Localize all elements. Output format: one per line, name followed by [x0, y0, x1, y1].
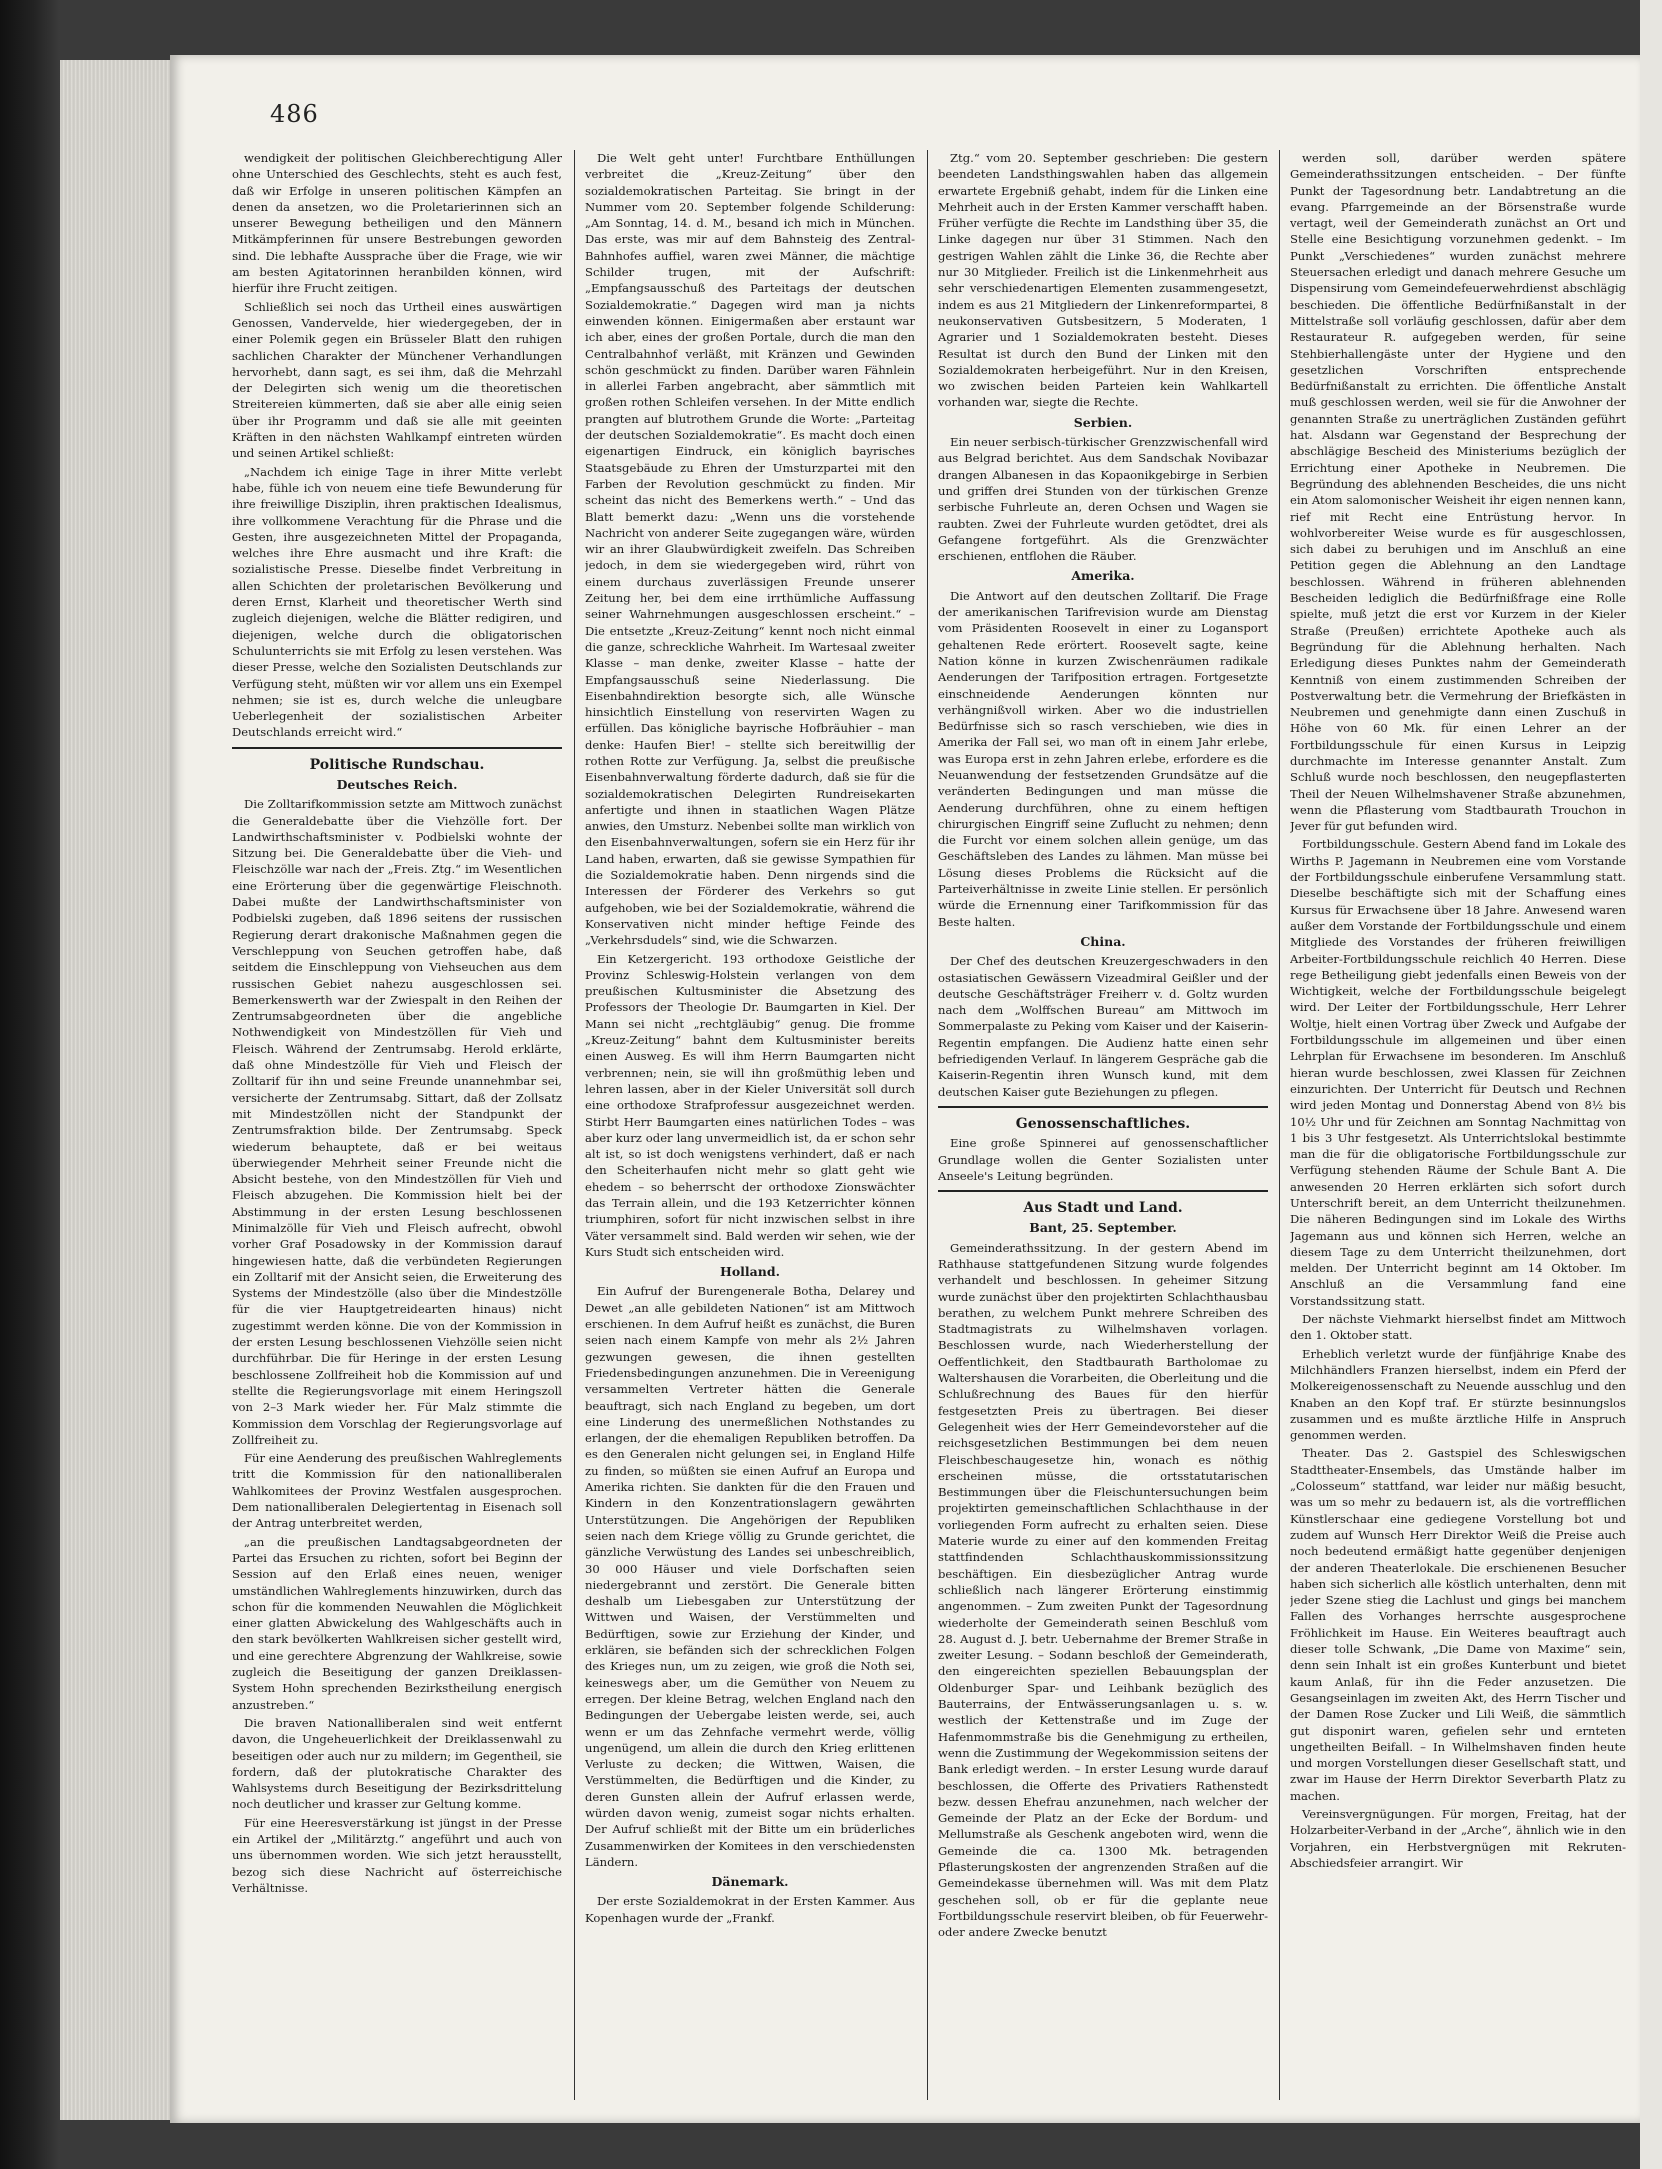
- divider: [938, 1190, 1268, 1192]
- quotation: „Nachdem ich einige Tage in ihrer Mitte verlebt habe, fühle ich von neuem eine tiefe Bewunderung für ihre freiwillige Disziplin, ihren praktischen Idealismus, ihre vollkommene Verachtung für die Phrase und die Gesten, ihre ausgezeichneten Mittel der Propaganda, welches ihre Ehre ausmacht und ihre Kraft: die sozialistische Presse. Dieselbe findet Verbreitung in allen Schichten der proletarischen Bevölkerung und deren Ernst, Klarheit und theoretischer Werth sind zugleich diejenigen, welche die Blätter redigiren, und diejenigen, welche durch die obligatorischen Schulunterrichts sie mit Erfolg zu lesen verstehen. Was dieser Presse, welche den Sozialisten Deutschlands zur Verfügung steht, müßten wir vor allem uns ein Exempel nehmen; sie ist es, durch welche die unleugbare Ueberlegenheit der sozialistischen Arbeiter Deutschlands erreicht wird.“: [232, 464, 562, 740]
- book-spine: [0, 0, 60, 2169]
- paragraph: Der nächste Viehmarkt hierselbst findet am Mittwoch den 1. Oktober statt.: [1290, 1312, 1626, 1343]
- paragraph: Ztg.“ vom 20. September geschrieben: Die gestern beendeten Landsthingswahlen haben das allgemein erwartete Ergebniß gehabt, indem für die Linken eine Mehrheit auch in der Ersten Kammer verschafft haben. Früher verfügte die Rechte im Landsthing über 35, die Linke dagegen nur über 31 Stimmen. Nach den gestrigen Wahlen zählt die Linke 36, die Rechte aber nur 30 Mitglieder. Freilich ist die Linkenmehrheit aus sehr verschiedenartigen Elementen zusammengesetzt, indem es aus 21 Mitgliedern der Linkenreformpartei, 8 neukonservativen Gutsbesitzern, 5 Moderaten, 1 Agrarier und 1 Sozialdemokraten besteht. Dieses Resultat ist durch den Bund der Linken mit den Sozialdemokraten herbeigeführt. Nur in den Kreisen, wo zwischen beiden Parteien kein Wahlkartell vorhanden war, siegte die Rechte.: [938, 151, 1268, 410]
- column-3: [938, 150, 1268, 2090]
- quotation: „an die preußischen Landtagsabgeordneten der Partei das Ersuchen zu richten, sofort bei Beginn der Session auf den Erlaß eines neuen, weniger umständlichen Wahlreglements hinzuwirken, durch das schon für die kommenden Neuwahlen die Möglichkeit einer glatten Abwickelung des Wahlgeschäfts auch in den stark bevölkerten Wahlkreisen sicher gestellt wird, und eine gerechtere Abgrenzung der Wahlkreise, sowie zugleich die Beseitigung der ganzen Dreiklassen-System Hohn sprechenden Bezirkstheilung energisch anzustreben.“: [232, 1534, 562, 1712]
- paragraph: Der Chef des deutschen Kreuzergeschwaders in den ostasiatischen Gewässern Vizeadmiral Geißler und der deutsche Geschäftsträger Freiherr v. d. Goltz wurden nach dem „Wolffschen Bureau“ am Mittwoch im Sommerpalaste zu Peking vom Kaiser und der Kaiserin-Regentin empfangen. Die Audienz hatte einen sehr befriedigenden Verlauf. In längerem Gespräche gab die Kaiserin-Regentin ihren Wunsch kund, mit dem deutschen Kaiser gute Beziehungen zu pflegen.: [938, 954, 1268, 1099]
- paragraph: Die Antwort auf den deutschen Zolltarif. Die Frage der amerikanischen Tarifrevision wurde am Dienstag vom Präsidenten Roosevelt in einer zu Logansport gehaltenen Rede erörtert. Roosevelt sagte, keine Nation könne in kurzen Zwischenräumen radikale Aenderungen der Tarifposition ertragen. Fortgesetzte einschneidende Aenderungen könnten nur verhängnißvoll wirken. Aber wo die industriellen Bedürfnisse sich so rasch verschieben, wie dies in Amerika der Fall sei, wo man oft in einem Jahr erlebe, was Europa erst in zehn Jahren erlebe, erfordere es die Neuanwendung der festsetzenden Grundsätze auf die veränderten Bedingungen und man müsse die Aenderung durchführen, ohne zu einem heftigen chirurgischen Eingriff seine Zuflucht zu nehmen; denn die Furcht vor einem solchen allein genüge, um das Geschäftsleben des Landes zu lähmen. Man müsse bei Lösung dieses Problems die Rücksicht auf die Parteiverhältnisse in zweite Linie stellen. Er persönlich würde die Ernennung einer Tarifkommission für das Beste halten.: [938, 588, 1268, 929]
- paragraph: Erheblich verletzt wurde der fünfjährige Knabe des Milchhändlers Franzen hierselbst, indem ein Pferd der Molkereigenossenschaft zu Neuende ausschlug und den Knaben an den Kopf traf. Er stürzte besinnungslos zusammen und es mußte ärztliche Hilfe in Anspruch genommen werden.: [1290, 1346, 1626, 1443]
- paragraph: Theater. Das 2. Gastspiel des Schleswigschen Stadttheater-Ensembels, das Umstände halber im „Colosseum“ stattfand, war leider nur mäßig besucht, was um so mehr zu bedauern ist, als die vortrefflichen Künstlerschaar eine gediegene Vorstellung bot und zudem auf Wunsch Herr Direktor Weiß die Preise auch noch bedeutend ermäßigt hatte gegenüber denjenigen der anderen Theaterlokale. Die erschienenen Besucher haben sich sicherlich alle köstlich unterhalten, denn mit jeder Szene stieg die Lachlust und gings bei manchem Fallen des Vorhanges herrschte ausgesprochene Fröhlichkeit im Hause. Ein Weiteres beauftragt auch dieser tolle Schwank, „Die Dame von Maxime“ sein, denn sein Inhalt ist ein großes Kunterbunt und bietet kaum Anlaß, für ihn die Feder anzusetzen. Die Gesangseinlagen im zweiten Akt, des Herrn Tischer und der Damen Rose Zucker und Lili Weiß, die sämmtlich gut disponirt waren, gefielen sehr und ernteten ungetheilten Beifall. – In Wilhelmshaven finden heute und morgen Vorstellungen dieser Gesellschaft statt, und zwar im Hause der Herrn Direktor Severbarth Platz zu machen.: [1290, 1446, 1626, 1803]
- column-2: [585, 150, 915, 2090]
- page-margin-strip: [1640, 0, 1662, 2169]
- paragraph: Ein Ketzergericht. 193 orthodoxe Geistliche der Provinz Schleswig-Holstein verlangen von dem preußischen Kultusminister die Absetzung des Professors der Theologie Dr. Baumgarten in Kiel. Der Mann sei nicht „rechtgläubig“ genug. Die fromme „Kreuz-Zeitung“ bahnt dem Kultusminister bereits einen Ausweg. Es will ihm Herrn Baumgarten nicht verbrennen; nein, sie will ihn großmüthig leben und lehren lassen, aber in der Kieler Universität soll durch eine orthodoxe Strafprofessur ausgezeichnet werden. Stirbt Herr Baumgarten eines natürlichen Todes – was aber kurz oder lang unvermeidlich ist, da er schon sehr alt ist, so ist doch wenigstens verhindert, daß er nach den Scheiterhaufen nicht mehr so glatt geht wie ehedem – so beherrscht der orthodoxe Zionswächter das Terrain allein, und die 193 Ketzerrichter können triumphiren, sofort für nicht inzwischen selbst in ihre Väter versammelt sind. Bald werden wir sehen, wie der Kurs Studt sich entscheiden wird.: [585, 951, 915, 1259]
- paragraph: Eine große Spinnerei auf genossenschaftlicher Grundlage wollen die Genter Sozialisten unter Anseele's Leitung begründen.: [938, 1136, 1268, 1183]
- paragraph: werden soll, darüber werden spätere Gemeinderathssitzungen entscheiden. – Der fünfte Punkt der Tagesordnung betr. Landabtretung an die evang. Pfarrgemeinde an der Börsenstraße wurde vertagt, weil der Gemeinderath zunächst an Ort und Stelle eine Besichtigung vorzunehmen gedenkt. – Im Punkt „Verschiedenes“ wurden zunächst mehrere Steuersachen erledigt und danach mehrere Gesuche um Dispensirung vom Gemeindefeuerwehrdienst abschlägig beschieden. Die öffentliche Bedürfnißanstalt in der Mittelstraße soll vorläufig geschlossen, dafür aber dem Restaurateur R. aufgegeben werden, für seine Stehbierhallengäste unter der Hygiene und den gesetzlichen Vorschriften entsprechende Bedürfnißanstalt zu errichten. Die öffentliche Anstalt muß geschlossen werden, weil sie für die Anwohner der genannten Straße zu unerträglichen Zuständen geführt hat. Alsdann war Gegenstand der Besprechung der abschlägige Bescheid des Ministeriums bezüglich der Errichtung einer Apotheke in Neubremen. Die Begründung des ablehnenden Bescheides, die uns nicht ein Atom salomonischer Weisheit ihr eigen nennen kann, rief mit Recht eine Entrüstung hervor. In wohlvorbereiter Weise wurde es für ausgeschlossen, sich dabei zu beruhigen und im Anschluß an eine Petition gegen die Ablehnung an den Landtage beschlossen. Während in früheren ablehnenden Bescheiden lediglich die Bedürfnißfrage eine Rolle spielte, muß jetzt die erst vor Kurzem in der Kieler Straße (Preußen) errichtete Apotheke auch als Begründung für die Ablehnung herhalten. Nach Erledigung dieses Punktes nahm der Gemeinderath Kenntniß von einem zustimmenden Schreiben der Postverwaltung betr. die Vermehrung der Briefkästen in Neubremen und genehmigte dann einen Zuschuß in Höhe von 60 Mk. für einen Lehrer an der Fortbildungsschule für einen Kursus in Leipzig durchmachte im Interesse genannter Anstalt. Zum Schluß wurde noch beschlossen, den neugepflasterten Theil der Neuen Wilhelmshavener Straße abzunehmen, wenn die Pflasterung vom Stadtbaurath Trouchon in Jever für gut befunden wird.: [1290, 151, 1626, 834]
- column-4: [1290, 150, 1626, 2090]
- column-1: [232, 150, 562, 2090]
- page-edges: [60, 60, 170, 2120]
- paragraph: Die Welt geht unter! Furchtbare Enthüllungen verbreitet die „Kreuz-Zeitung“ über den sozialdemokratischen Parteitag. Sie bringt in der Nummer vom 20. September folgende Schilderung: „Am Sonntag, 14. d. M., besand ich mich in München. Das erste, was mir auf dem Bahnsteig des Zentral-Bahnhofes auffiel, waren zwei Männer, die mächtige Schilder trugen, mit der Aufschrift: „Empfangsausschuß des Parteitags der deutschen Sozialdemokratie.“ Dagegen wird man ja nichts einwenden können. Einigermaßen aber erstaunt war ich aber, eines der großen Portale, durch die man den Centralbahnhof verläßt, mit Kränzen und Gewinden schön geschmückt zu finden. Darüber waren Fähnlein in allerlei Farben angebracht, aber sämmtlich mit großen rothen Schleifen versehen. In der Mitte endlich prangten auf blutrothem Grunde die Worte: „Parteitag der deutschen Sozialdemokratie“. Es macht doch einen eigenartigen Eindruck, ein königlich bayrisches Staatsgebäude zu Ehren der Umsturzpartei mit den Farben der Revolution geschmückt zu finden. Mir scheint das nicht des Bemerkens werth.“ – Und das Blatt bemerkt dazu: „Wenn uns die vorstehende Nachricht von anderer Seite zugegangen wäre, würden wir an ihrer Glaubwürdigkeit zweifeln. Das Schreiben jedoch, in dem sie wiedergegeben wird, rührt von einem durchaus zuverlässigen Freunde unserer Zeitung her, bei dem eine irrthümliche Auffassung seiner Wahrnehmungen ausgeschlossen erscheint.“ – Die entsetzte „Kreuz-Zeitung“ kennt noch nicht einmal die ganze, schreckliche Wahrheit. Im Wartesaal zweiter Klasse – man denke, zweiter Klasse – hatte der Empfangsausschuß seine Niederlassung. Die Eisenbahndirektion besorgte sich, alle Wünsche hinsichtlich Einstellung von reservirten Wagen zu erfüllen. Das königliche bayrische Hofbräuhier – man denke: Haufen Bier! – stellte sich bereitwillig der rothen Rotte zur Verfügung. Ja, selbst die preußische Eisenbahnverwaltung förderte dadurch, daß sie für die sozialdemokratischen Delegirten Rundreisekarten anfertigte und ihnen in staatlichen Wagen Plätze anwies, den Umsturz. Nebenbei sollte man wirklich von den Eisenbahnverwaltungen, sofern sie ein Herz für ihr Land haben, erwarten, daß sie gewisse Sympathien für die Sozialdemokratie haben. Denn nirgends sind die Interessen der Förderer des Verkehrs so gut aufgehoben, wie bei der Sozialdemokratie, während die Konservativen nicht minder heftige Feinde des „Verkehrsdudels“ sind, wie die Schwarzen.: [585, 151, 915, 948]
- paragraph: Schließlich sei noch das Urtheil eines auswärtigen Genossen, Vandervelde, hier wiedergegeben, der in einer Polemik gegen ein Brüsseler Blatt den ruhigen sachlichen Charakter der Münchener Verhandlungen hervorhebt, dann sagt, es sei ihm, daß die Mehrzahl der Delegirten sich wenig um die theoretischen Streitereien kümmerten, daß sie aber alle einig seien über ihr Programm und daß sie alle mit geeinten Kräften in den nächsten Wahlkampf eintreten würden und seinen Artikel schließt:: [232, 299, 562, 461]
- paragraph: wendigkeit der politischen Gleichberechtigung Aller ohne Unterschied des Geschlechts, steht es auch fest, daß wir Erfolge in unseren politischen Kämpfen an denen da ansetzen, wo die Proletarierinnen sich an unserer Bewegung betheiligen und den Männern Mitkämpferinnen für unsere Bestrebungen geworden sind. Die lebhafte Aussprache über die Frage, wie wir am besten Agitatorinnen heranbilden können, wird hierfür ihre Frucht zeitigen.: [232, 151, 562, 296]
- paragraph: Ein neuer serbisch-türkischer Grenzzwischenfall wird aus Belgrad berichtet. Aus dem Sandschak Novibazar drangen Albanesen in das Kopaonikgebirge in Serbien und griffen drei Stunden von der türkischen Grenze serbische Fuhrleute an, deren Ochsen und Wagen sie raubten. Zwei der Fuhrleute wurden getödtet, drei als Gefangene fortgeführt. Als die Grenzwächter erschienen, entflohen die Räuber.: [938, 435, 1268, 564]
- paragraph: Ein Aufruf der Burengenerale Botha, Delarey und Dewet „an alle gebildeten Nationen“ ist am Mittwoch erschienen. In dem Aufruf heißt es zunächst, die Buren seien nach einem Kampfe von mehr als 2½ Jahren gezwungen gewesen, die ihnen gestellten Friedensbedingungen anzunehmen. Die in Vereenigung versammelten Vertreter hätten die Generale beauftragt, sich nach England zu begeben, um dort eine Linderung des unermeßlichen Nothstandes zu erlangen, der die ehemaligen Republiken betroffen. Da es den Generalen nicht gelungen sei, in England Hilfe zu finden, so müßten sie einen Aufruf an Europa und Amerika richten. Sie dankten für die den Frauen und Kindern in den Konzentrationslagern gewährten Unterstützungen. Die Angehörigen der Republiken seien nach dem Kriege völlig zu Grunde gerichtet, die gänzliche Verwüstung des Landes sei unbeschreiblich, 30 000 Häuser und viele Dorfschaften seien niedergebrannt und zerstört. Die Generale bitten deshalb um Liebesgaben zur Unterstützung der Wittwen und Waisen, der Verstümmelten und Bedürftigen, sowie zur Erziehung der Kinder, und erklären, sie befänden sich der schrecklichen Folgen des Krieges nun, um zu zeigen, wie groß die Noth sei, keineswegs aber, um die Gemüther von Neuem zu erregen. Der kleine Betrag, welchen England nach den Bedingungen der Uebergabe leisten werde, sei, auch wenn er um das Zehnfache vermehrt werde, völlig ungenügend, um allein die durch den Krieg erlittenen Verluste zu decken; die Wittwen, Waisen, die Verstümmelten, die Bedürftigen und die Kinder, zu deren Gunsten allein der Aufruf erlassen werde, würden davon wenig, zumeist sogar nichts erhalten. Der Aufruf schließt mit der Bitte um ein brüderliches Zusammenwirken der Komitees in den verschiedensten Ländern.: [585, 1284, 915, 1869]
- section-heading: Aus Stadt und Land.: [1023, 1200, 1183, 1217]
- section-heading: Politische Rundschau.: [309, 756, 485, 773]
- subsection-heading: China.: [1080, 933, 1126, 949]
- column-rule: [574, 150, 575, 2100]
- divider: [232, 747, 562, 749]
- paragraph: Die braven Nationalliberalen sind weit entfernt davon, die Ungeheuerlichkeit der Dreiklassenwahl zu beseitigen oder auch nur zu mildern; im Gegentheil, sie fordern, daß der plutokratische Charakter des Wahlsystems durch Beseitigung der Bezirksdrittelung noch deutlicher und krasser zur Geltung komme.: [232, 1715, 562, 1812]
- subsection-heading: Amerika.: [1071, 568, 1135, 584]
- paragraph: Die Zolltarifkommission setzte am Mittwoch zunächst die Generaldebatte über die Viehzölle fort. Der Landwirthschaftsminister v. Podbielski wohnte der Sitzung bei. Die Generaldebatte über die Vieh- und Fleischzölle war nach der „Freis. Ztg.“ im Wesentlichen eine Erörterung über die gegenwärtige Fleischnoth. Dabei mußte der Landwirthschaftsminister von Podbielski zugeben, daß 1896 seitens der russischen Regierung derart drakonische Maßnahmen gegen die Verschleppung von Seuchen getroffen habe, daß seitdem die Einschleppung von Viehseuchen aus dem russischen Gebiet nahezu ausgeschlossen sei. Bemerkenswerth war der Zwiespalt in den Reihen der Zentrumsabgeordneten über die angebliche Nothwendigkeit von Mindestzöllen für Vieh und Fleisch. Während der Zentrumsabg. Herold erklärte, daß ohne Mindestzölle für Vieh und Fleisch der Zolltarif für ihn und seine Freunde unannehmbar sei, versicherte der Zentrumsabg. Sittart, daß der Zollsatz mit Mindestzöllen nicht der Standpunkt der Zentrumsfraktion bilde. Der Zentrumsabg. Speck wiederum behauptete, daß er bei weitaus überwiegender Mehrheit seiner Freunde nicht die Absicht bestehe, von den Mindestzöllen für Vieh und Fleisch abzugehen. Die Kommission hielt bei der Abstimmung in der ersten Lesung beschlossenen Minimalzölle für Vieh und Fleisch aufrecht, obwohl vorher Graf Posadowsky in der Kommission darauf hingewiesen hatte, daß die verbündeten Regierungen ein Zolltarif mit der Ansicht seien, die Erweiterung des Systems der Mindestzölle (also über die Mindestzölle für die vier Hauptgetreidearten hinaus) nicht zugestimmt werden könne. Die von der Kommission in der ersten Lesung beschlossenen Viehzölle seien nicht durchführbar. Die für Heringe in der ersten Lesung beschlossene Zollfreiheit hob die Kommission auf und stellte die Regierungsvorlage mit einem Heringszoll von 2–3 Mark wieder her. Für Malz stimmte die Kommission dem Vorschlag der Regierungsvorlage auf Zollfreiheit zu.: [232, 797, 562, 1447]
- paragraph: Fortbildungsschule. Gestern Abend fand im Lokale des Wirths P. Jagemann in Neubremen eine vom Vorstande der Fortbildungsschule einberufene Versammlung statt. Dieselbe beschäftigte sich mit der Schaffung eines Kursus für Erwachsene über 18 Jahre. Anwesend waren außer dem Vorstande der Fortbildungsschule und einem Mitgliede des Vorstandes der früheren freiwilligen Arbeiter-Fortbildungsschule reichlich 40 Herren. Diese rege Betheiligung giebt jedenfalls einen Beweis von der Wichtigkeit, welche der Fortbildungsschule beigelegt wird. Der Leiter der Fortbildungsschule, Herr Lehrer Woltje, hielt einen Vortrag über Zweck und Aufgabe der Fortbildungsschule im allgemeinen und über einen Lehrplan für Erwachsene im besonderen. Im Anschluß hieran wurde beschlossen, zwei Klassen für Zeichnen einzurichten. Der Unterricht für Deutsch und Rechnen wird jeden Montag und Donnerstag Abend von 8½ bis 10½ Uhr und für Zeichnen am Sonntag Nachmittag von 1 bis 3 Uhr festgesetzt. Als Unterrichtslokal bestimmte man die für die obligatorische Fortbildungsschule zur Verfügung stehenden Räume der Schule Bant A. Die anwesenden 20 Herren erklärten sich sofort durch Unterschrift bereit, an dem Unterricht theilzunehmen. Die näheren Bedingungen sind im Lokale des Wirths Jagemann aus und können sich Herren, welche an diesem Tage zu dem Unterricht theilzunehmen, dort melden. Der Unterricht beginnt am 14 Oktober. Im Anschluß an die Versammlung fand eine Vorstandssitzung statt.: [1290, 837, 1626, 1308]
- paragraph: Gemeinderathssitzung. In der gestern Abend im Rathhause stattgefundenen Sitzung wurde folgendes verhandelt und beschlossen. In geheimer Sitzung wurde zunächst über den projektirten Schlachthausbau berathen, zu welchem Punkt mehrere Schreiben des Stadtmagistrats zu Wilhelmshaven vorlagen. Beschlossen wurde, nach Wiederherstellung der Oeffentlichkeit, den Stadtbaurath Bartholomae zu Waltershausen die Vorarbeiten, die Oberleitung und die Schlußrechnung des Baues für den hierfür festgesetzten Preis zu übertragen. Bei dieser Gelegenheit wies der Herr Gemeindevorsteher auf die reichsgesetzlichen Bestimmungen bei dem neuen Fleischbeschaugesetze hin, wonach es nöthig erscheinen müsse, die ortsstatutarischen Bestimmungen über die Fleischuntersuchungen beim projektirten gemeinschaftlichen Schlachthause in der vorliegenden Form aufrecht zu erhalten seien. Diese Materie wurde zu einer auf den kommenden Freitag stattfindenden Schlachthauskommissionssitzung beschäftigen. Ein diesbezüglicher Antrag wurde schließlich nach längerer Erörterung einstimmig angenommen. – Zum zweiten Punkt der Tagesordnung wiederholte der Gemeinderath seinen Beschluß vom 28. August d. J. betr. Uebernahme der Bremer Straße in zweiter Lesung. – Sodann beschloß der Gemeinderath, den eingereichten speziellen Bebauungsplan der Oldenburger Spar- und Leihbank bezüglich des Bauterrains, der Entwässerungsanlagen u. s. w. westlich der Kettenstraße und im Zuge der Hafenmommstraße bis die Genehmigung zu ertheilen, wenn die Zustimmung der Wegekommission seitens der Bank erledigt werden. – In erster Lesung wurde darauf beschlossen, die Offerte des Privatiers Rathenstedt bezw. dessen Ehefrau anzunehmen, nach welcher der Gemeinde der Platz an der Ecke der Bordum- und Mellumstraße als Geschenk angeboten wird, wenn die Gemeinde die ca. 1300 Mk. betragenden Pflasterungskosten der angrenzenden Straßen auf die Gemeindekasse übernehmen will. Was mit dem Platz geschehen soll, ob er für die geplante neue Fortbildungsschule reservirt bleiben, ob für Feuerwehr- oder andere Zwecke benutzt: [938, 1240, 1268, 1940]
- paragraph: Für eine Heeresverstärkung ist jüngst in der Presse ein Artikel der „Militärztg.“ angeführt und auch von uns übernommen worden. Wie sich jetzt herausstellt, bezog sich diese Nachricht auf österreichische Verhältnisse.: [232, 1815, 562, 1895]
- dateline: Bant, 25. September.: [1029, 1220, 1177, 1236]
- section-heading: Genossenschaftliches.: [1015, 1115, 1191, 1132]
- paragraph: Für eine Aenderung des preußischen Wahlreglements tritt die Kommission für den nationalliberalen Wahlkomitees der Provinz Westfalen ausgesprochen. Dem nationalliberalen Delegiertentag in Eisenach soll der Antrag unterbreitet werden,: [232, 1451, 562, 1531]
- subsection-heading: Holland.: [720, 1264, 780, 1280]
- subsection-heading: Dänemark.: [711, 1874, 789, 1890]
- paragraph: Vereinsvergnügungen. Für morgen, Freitag, hat der Holzarbeiter-Verband in der „Arche“, ähnlich wie in den Vorjahren, ein Herbstvergnügen mit Rekruten-Abschiedsfeier arrangirt. Wir: [1290, 1806, 1626, 1870]
- paragraph: Der erste Sozialdemokrat in der Ersten Kammer. Aus Kopenhagen wurde der „Frankf.: [585, 1894, 915, 1925]
- subsection-heading: Deutsches Reich.: [336, 776, 458, 792]
- column-rule: [1279, 150, 1280, 2100]
- newspaper-page: [170, 55, 1640, 2123]
- column-rule: [927, 150, 928, 2100]
- page-number: 486: [270, 100, 319, 128]
- divider: [938, 1106, 1268, 1108]
- subsection-heading: Serbien.: [1073, 414, 1133, 430]
